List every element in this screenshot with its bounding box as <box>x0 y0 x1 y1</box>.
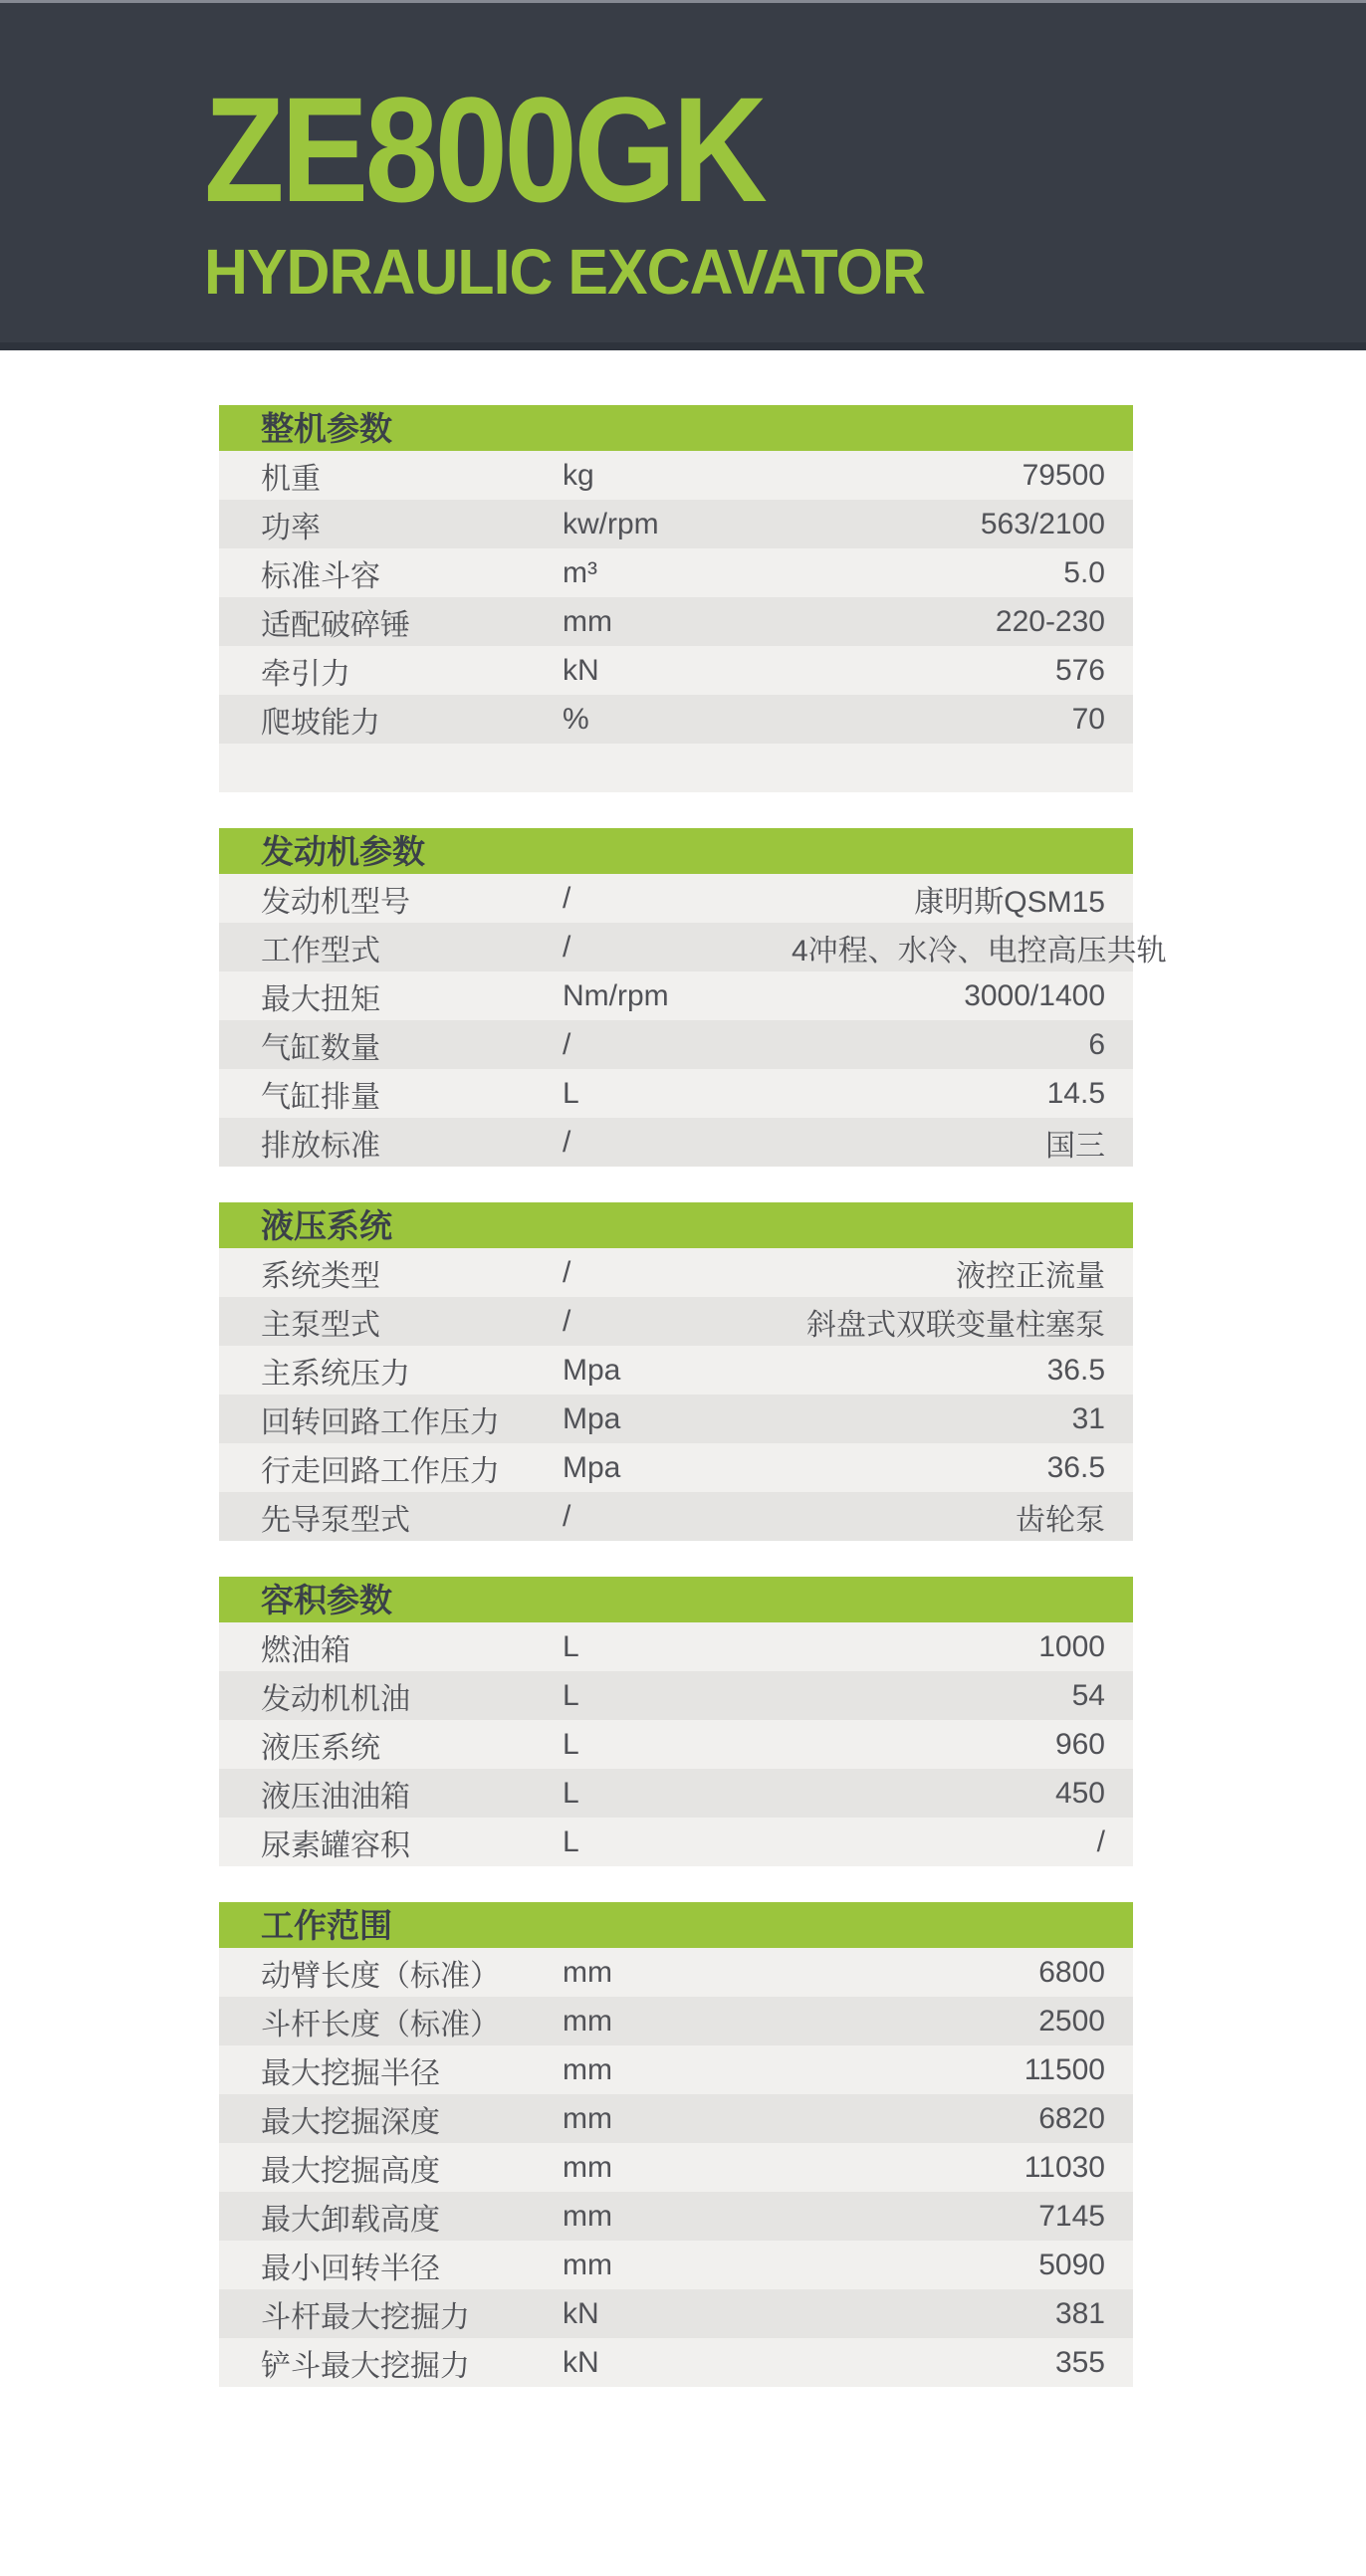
cell-label: 最大扭矩 <box>261 982 380 1016</box>
cell-unit: kN <box>563 2345 599 2379</box>
cell-value: 220-230 <box>995 604 1105 638</box>
table-row <box>219 2143 1133 2192</box>
cell-unit: L <box>563 1727 579 1761</box>
cell-value: 31 <box>1071 1401 1105 1435</box>
cell-label: 行走回路工作压力 <box>261 1454 500 1488</box>
cell-unit: mm <box>563 1955 612 1989</box>
cell-value: 斜盘式双联变量柱塞泵 <box>806 1308 1105 1342</box>
table-row <box>219 1395 1133 1443</box>
cell-value: / <box>1096 1825 1105 1858</box>
cell-label: 最大挖掘深度 <box>261 2105 440 2139</box>
cell-unit: L <box>563 1678 579 1712</box>
table-row <box>219 1020 1133 1069</box>
cell-unit: kN <box>563 653 599 687</box>
spec-table-0 <box>219 405 1133 792</box>
table-row <box>219 1492 1133 1541</box>
table-row <box>219 1346 1133 1395</box>
cell-label: 发动机机油 <box>261 1682 410 1716</box>
table-row <box>219 971 1133 1020</box>
cell-unit: kN <box>563 2296 599 2330</box>
table-row <box>219 597 1133 646</box>
table-row <box>219 646 1133 695</box>
cell-unit: mm <box>563 2052 612 2086</box>
table-row <box>219 2192 1133 2241</box>
table-title: 液压系统 <box>219 1202 1133 1248</box>
cell-value: 14.5 <box>1046 1076 1105 1110</box>
cell-label: 工作型式 <box>261 934 380 967</box>
cell-label: 先导泵型式 <box>261 1503 410 1537</box>
cell-label: 斗杆长度（标准） <box>261 2008 500 2041</box>
cell-unit: mm <box>563 2101 612 2135</box>
cell-unit: / <box>563 1304 571 1338</box>
cell-label: 主泵型式 <box>261 1308 380 1342</box>
cell-value: 6 <box>1088 1027 1105 1061</box>
cell-value: 79500 <box>1022 458 1105 492</box>
cell-label: 系统类型 <box>261 1259 380 1293</box>
cell-value: 36.5 <box>1046 1353 1105 1387</box>
cell-label: 铲斗最大挖掘力 <box>261 2349 470 2383</box>
cell-value: 液控正流量 <box>956 1259 1105 1293</box>
cell-unit: Mpa <box>563 1450 621 1484</box>
table-row <box>219 923 1167 971</box>
cell-value: 5.0 <box>1063 555 1105 589</box>
table-row <box>219 2045 1133 2094</box>
cell-unit: mm <box>563 2004 612 2038</box>
table-row <box>219 1443 1133 1492</box>
cell-value: 960 <box>1054 1727 1105 1761</box>
table-row <box>219 1769 1133 1818</box>
table-row <box>219 2094 1133 2143</box>
table-row <box>219 2289 1133 2338</box>
cell-unit: mm <box>563 2248 612 2281</box>
table-row <box>219 1118 1133 1167</box>
table-row <box>219 1948 1133 1997</box>
cell-value: 576 <box>1054 653 1105 687</box>
cell-label: 机重 <box>261 462 321 496</box>
cell-value: 11500 <box>1024 2052 1105 2086</box>
cell-label: 回转回路工作压力 <box>261 1405 500 1439</box>
cell-label: 动臂长度（标准） <box>261 1959 500 1993</box>
cell-label: 最小回转半径 <box>261 2252 440 2285</box>
table-row <box>219 2241 1133 2289</box>
cell-value: 36.5 <box>1046 1450 1105 1484</box>
cell-label: 液压系统 <box>261 1731 380 1765</box>
cell-unit: kg <box>563 458 594 492</box>
cell-value: 4冲程、水冷、电控高压共轨 <box>792 934 1167 967</box>
cell-value: 11030 <box>1024 2150 1105 2184</box>
model-title: ZE800GK <box>204 66 765 233</box>
cell-label: 发动机型号 <box>261 885 410 919</box>
cell-unit: kw/rpm <box>563 507 659 540</box>
table-row <box>219 451 1133 500</box>
cell-label: 牵引力 <box>261 657 350 691</box>
cell-unit: / <box>563 1125 571 1159</box>
cell-unit: mm <box>563 2199 612 2233</box>
cell-unit: L <box>563 1076 579 1110</box>
spec-table-3 <box>219 1577 1133 1866</box>
cell-label: 气缸排量 <box>261 1080 380 1114</box>
table-row <box>219 1720 1133 1769</box>
header-banner <box>0 0 1366 350</box>
cell-label: 最大卸载高度 <box>261 2203 440 2237</box>
table-row <box>219 1248 1133 1297</box>
cell-unit: mm <box>563 604 612 638</box>
cell-label: 斗杆最大挖掘力 <box>261 2300 470 2334</box>
table-row <box>219 695 1133 744</box>
cell-value: 国三 <box>1045 1129 1105 1163</box>
cell-label: 功率 <box>261 511 321 544</box>
cell-value: 450 <box>1054 1776 1105 1810</box>
table-row <box>219 1622 1133 1671</box>
table-row <box>219 1297 1133 1346</box>
cell-unit: m³ <box>563 555 597 589</box>
table-row <box>219 2338 1133 2387</box>
table-row <box>219 1997 1133 2045</box>
cell-label: 燃油箱 <box>261 1633 350 1667</box>
empty-row <box>219 744 1133 792</box>
cell-label: 最大挖掘半径 <box>261 2056 440 2090</box>
cell-unit: / <box>563 1027 571 1061</box>
table-row <box>219 548 1133 597</box>
cell-unit: Mpa <box>563 1353 621 1387</box>
table-row <box>219 1818 1133 1866</box>
cell-value: 381 <box>1054 2296 1105 2330</box>
cell-value: 6800 <box>1038 1955 1105 1989</box>
table-title: 工作范围 <box>219 1902 1133 1948</box>
cell-label: 标准斗容 <box>261 559 380 593</box>
cell-unit: Nm/rpm <box>563 978 669 1012</box>
cell-label: 液压油油箱 <box>261 1780 410 1814</box>
cell-unit: L <box>563 1776 579 1810</box>
spec-table-1 <box>219 828 1167 1167</box>
cell-unit: / <box>563 881 571 915</box>
table-row <box>219 500 1133 548</box>
cell-label: 最大挖掘高度 <box>261 2154 440 2188</box>
cell-value: 齿轮泵 <box>1016 1503 1105 1537</box>
spec-table-4 <box>219 1902 1133 2387</box>
cell-value: 2500 <box>1038 2004 1105 2038</box>
cell-label: 排放标准 <box>261 1129 380 1163</box>
table-row <box>219 874 1133 923</box>
cell-value: 5090 <box>1038 2248 1105 2281</box>
cell-value: 355 <box>1054 2345 1105 2379</box>
cell-label: 尿素罐容积 <box>261 1828 410 1862</box>
cell-label: 主系统压力 <box>261 1357 410 1391</box>
cell-value: 7145 <box>1038 2199 1105 2233</box>
cell-unit: Mpa <box>563 1401 621 1435</box>
cell-unit: L <box>563 1629 579 1663</box>
table-row <box>219 1069 1133 1118</box>
table-row <box>219 1671 1133 1720</box>
cell-value: 3000/1400 <box>964 978 1105 1012</box>
spec-tables <box>219 350 1167 2387</box>
cell-value: 康明斯QSM15 <box>914 885 1105 919</box>
table-title: 整机参数 <box>219 405 1133 451</box>
cell-unit: % <box>563 702 589 736</box>
cell-value: 54 <box>1071 1678 1105 1712</box>
table-title: 发动机参数 <box>219 828 1133 874</box>
cell-label: 爬坡能力 <box>261 706 380 740</box>
cell-unit: L <box>563 1825 579 1858</box>
cell-value: 6820 <box>1038 2101 1105 2135</box>
cell-unit: / <box>563 1499 571 1533</box>
spec-table-2 <box>219 1202 1133 1541</box>
cell-unit: / <box>563 1255 571 1289</box>
cell-value: 563/2100 <box>980 507 1105 540</box>
table-title: 容积参数 <box>219 1577 1133 1622</box>
cell-unit: / <box>563 930 571 964</box>
model-subtitle: HYDRAULIC EXCAVATOR <box>204 236 925 308</box>
cell-value: 1000 <box>1038 1629 1105 1663</box>
cell-unit: mm <box>563 2150 612 2184</box>
cell-label: 适配破碎锤 <box>261 608 410 642</box>
cell-label: 气缸数量 <box>261 1031 380 1065</box>
cell-value: 70 <box>1071 702 1105 736</box>
